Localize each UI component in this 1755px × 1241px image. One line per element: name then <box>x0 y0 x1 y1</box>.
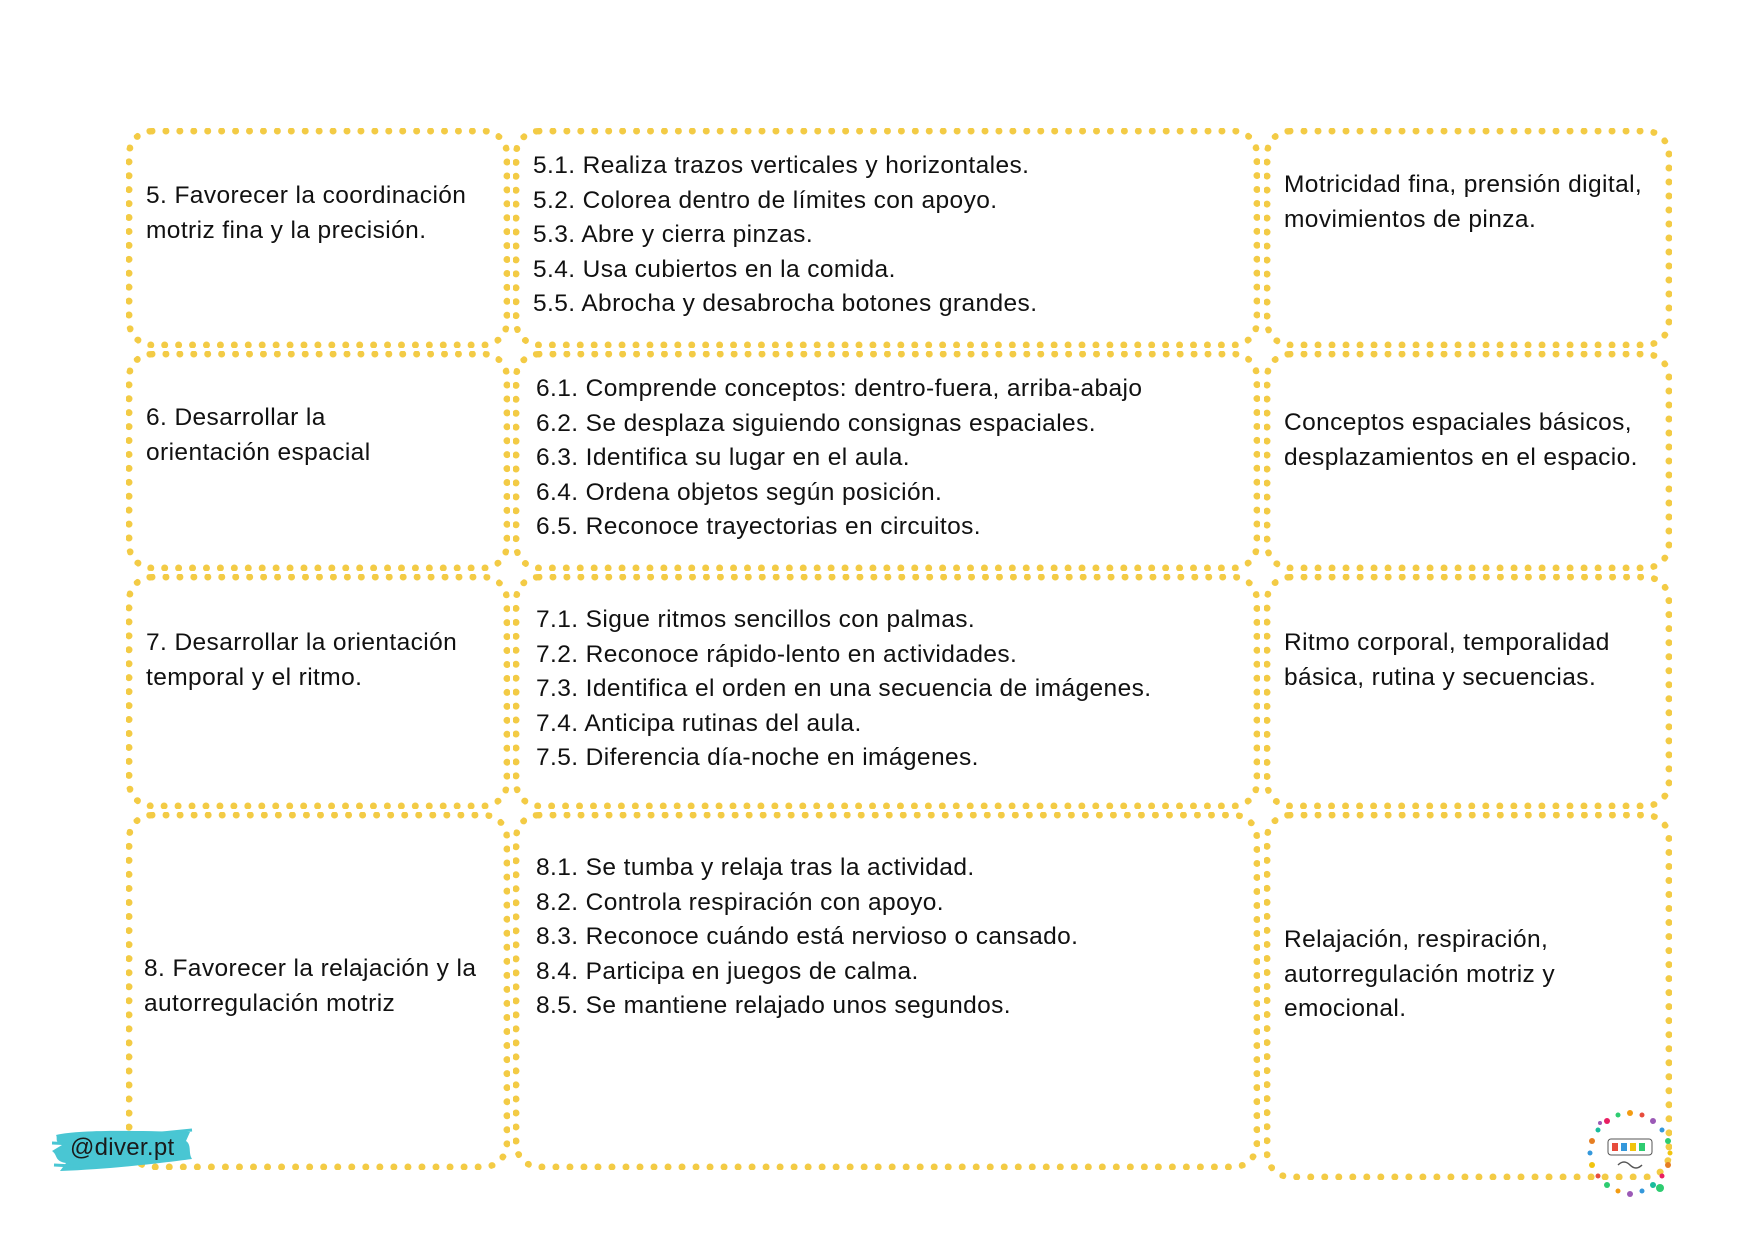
objective-cell-8 <box>126 812 510 1170</box>
criteria-item: 5.4. Usa cubiertos en la comida. <box>533 255 896 283</box>
criteria-cell-8 <box>513 812 1260 1170</box>
content-text: Relajación, respiración, autorregulación motriz y emocional. <box>1284 926 1556 1022</box>
criteria-item: 5.2. Colorea dentro de límites con apoyo. <box>533 186 998 214</box>
content-cell-6 <box>1264 351 1672 571</box>
objective-text: 5. Favorecer la coordinación motriz fina y la precisión. <box>146 182 467 244</box>
criteria-item: 8.4. Participa en juegos de calma. <box>536 957 919 985</box>
content-text: Ritmo corporal, temporalidad básica, rutina y secuencias. <box>1284 629 1610 691</box>
criteria-cell-6 <box>513 351 1260 571</box>
criteria-item: 7.1. Sigue ritmos sencillos con palmas. <box>536 606 976 633</box>
objective-text: 8. Favorecer la relajación y la autorregulación motriz <box>144 955 477 1017</box>
brand-handle: @diver.pt <box>70 1134 175 1161</box>
criteria-item: 8.5. Se mantiene relajado unos segundos. <box>536 992 1012 1019</box>
objective-cell-5 <box>126 128 510 348</box>
content-cell-5 <box>1264 128 1672 348</box>
criteria-cell-5 <box>513 128 1260 348</box>
criteria-item: 5.5. Abrocha y desabrocha botones grandes. <box>533 290 1038 317</box>
criteria-item: 7.3. Identifica el orden en una secuencia de imágenes. <box>536 675 1152 702</box>
criteria-list <box>536 372 1245 545</box>
objective-text: 7. Desarrollar la orientación temporal y el ritmo. <box>146 629 458 691</box>
criteria-cell-7 <box>513 574 1260 809</box>
criteria-item: 5.3. Abre y cierra pinzas. <box>533 221 814 248</box>
criteria-item: 6.5. Reconoce trayectorias en circuitos. <box>536 513 981 540</box>
objective-cell-6 <box>126 351 510 571</box>
diver-logo-dots-icon <box>1580 1103 1680 1203</box>
brand-tag <box>52 1125 194 1173</box>
objective-cell-7 <box>126 574 510 809</box>
content-text: Conceptos espaciales básicos, desplazamientos en el espacio. <box>1284 409 1638 471</box>
criteria-list <box>536 851 1245 1024</box>
criteria-item: 8.3. Reconoce cuándo está nervioso o cansado. <box>536 923 1079 950</box>
criteria-list <box>536 603 1245 776</box>
criteria-item: 7.4. Anticipa rutinas del aula. <box>536 709 862 737</box>
criteria-item: 6.1. Comprende conceptos: dentro-fuera, arriba-abajo <box>536 375 1143 402</box>
criteria-item: 5.1. Realiza trazos verticales y horizontales. <box>533 152 1030 179</box>
criteria-item: 7.2. Reconoce rápido-lento en actividades. <box>536 640 1018 668</box>
criteria-item: 6.2. Se desplaza siguiendo consignas espaciales. <box>536 409 1096 437</box>
content-cell-7 <box>1264 574 1672 809</box>
criteria-item: 7.5. Diferencia día-noche en imágenes. <box>536 744 979 771</box>
criteria-item: 6.4. Ordena objetos según posición. <box>536 478 943 506</box>
content-text: Motricidad fina, prensión digital, movimientos de pinza. <box>1284 171 1643 233</box>
criteria-list <box>533 149 1245 322</box>
criteria-item: 6.3. Identifica su lugar en el aula. <box>536 444 910 471</box>
criteria-item: 8.2. Controla respiración con apoyo. <box>536 888 944 916</box>
criteria-item: 8.1. Se tumba y relaja tras la actividad. <box>536 854 975 881</box>
objective-text: 6. Desarrollar la orientación espacial <box>146 404 371 466</box>
